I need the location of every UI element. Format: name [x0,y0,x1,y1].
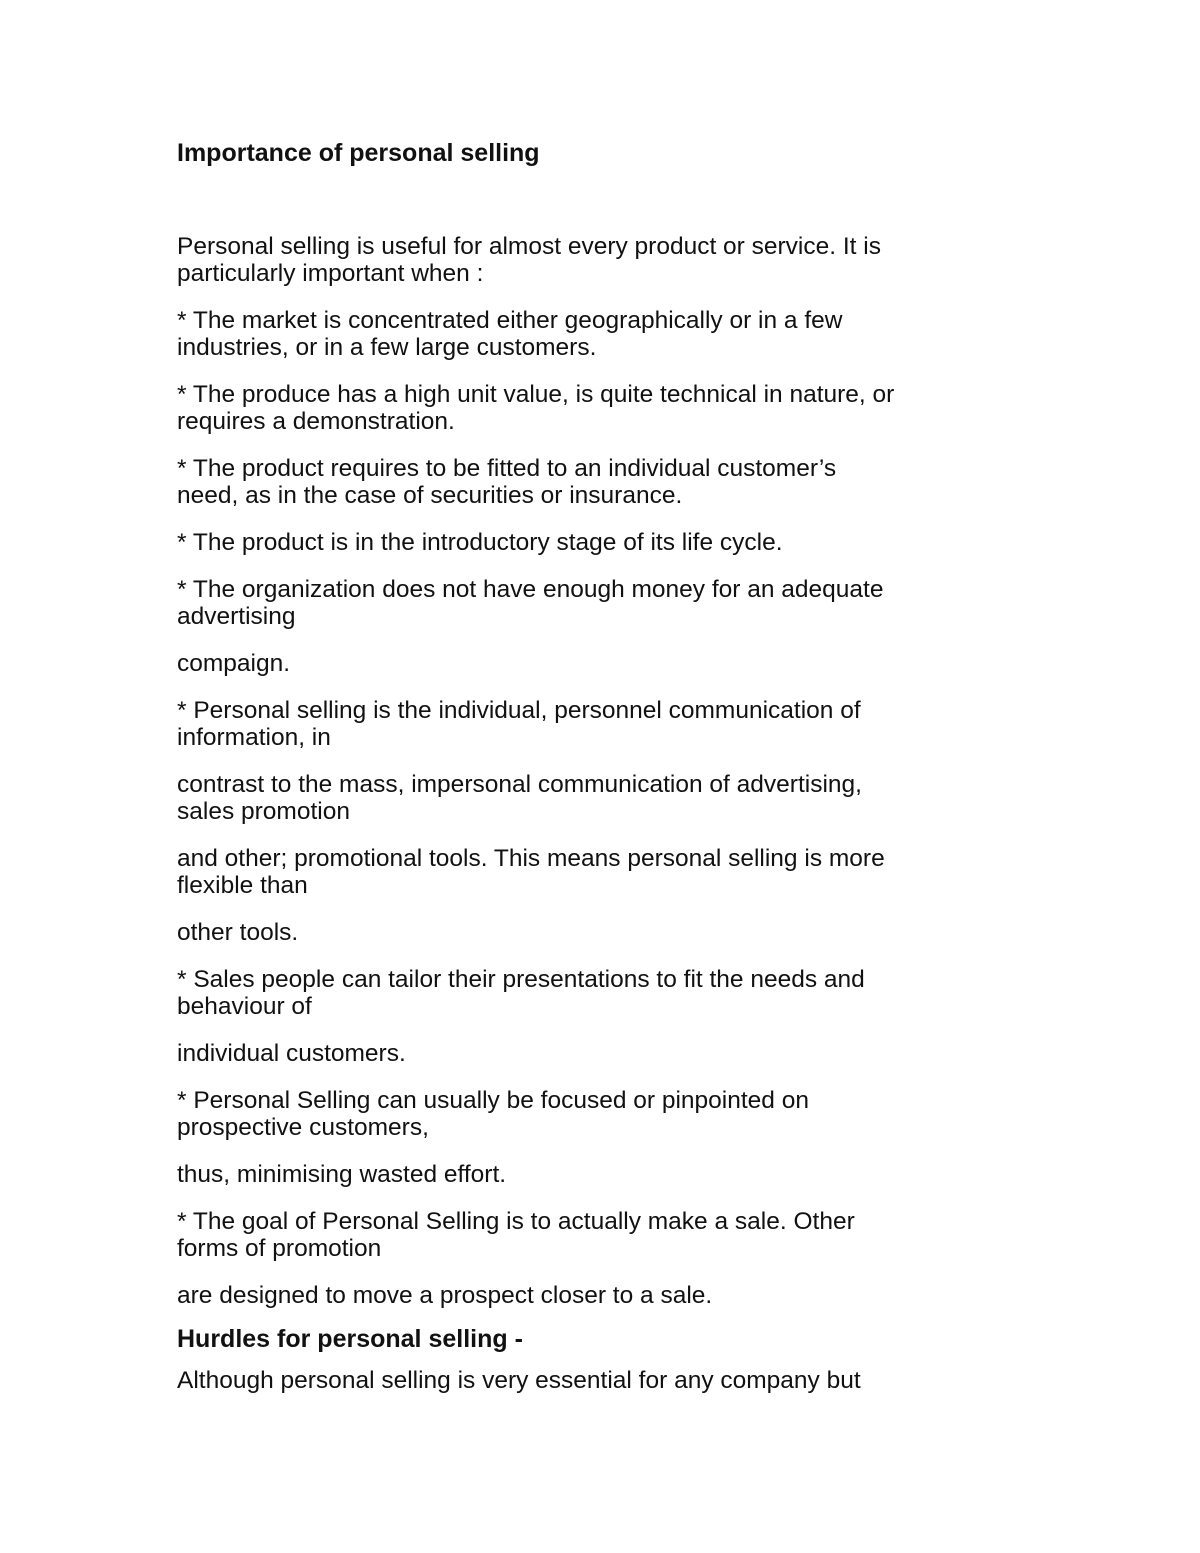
paragraph [177,1161,1037,1188]
section-heading: Hurdles for personal selling - [177,1325,523,1353]
text-line: information, in [177,724,331,751]
text-line: * Personal selling is the individual, personnel communication of [177,697,861,724]
paragraph [177,650,1037,677]
paragraph [177,919,1037,946]
text-line: particularly important when : [177,260,484,287]
text-line: requires a demonstration. [177,408,455,435]
text-line: Personal selling is useful for almost every product or service. It is [177,233,881,260]
paragraph [177,455,1037,509]
text-line: * The organization does not have enough money for an adequate [177,576,884,603]
text-line: sales promotion [177,798,350,825]
paragraph [177,576,1037,630]
intro-paragraph [177,233,1037,287]
text-line: * The produce has a high unit value, is quite technical in nature, or [177,381,895,408]
text-line: * The product requires to be fitted to an individual customer’s [177,455,837,482]
text-line: other tools. [177,919,299,946]
paragraph [177,845,1037,899]
text-line: compaign. [177,650,291,677]
document-body [177,135,1037,1394]
text-line: thus, minimising wasted effort. [177,1161,507,1188]
paragraph [177,1087,1037,1141]
paragraph [177,1208,1037,1262]
text-line: * Personal Selling can usually be focused or pinpointed on [177,1087,809,1114]
text-line: and other; promotional tools. This means personal selling is more [177,845,885,872]
text-line: * The product is in the introductory stage of its life cycle. [177,529,783,556]
paragraph [177,697,1037,751]
text-line: need, as in the case of securities or insurance. [177,482,683,509]
text-line: contrast to the mass, impersonal communication of advertising, [177,771,862,798]
text-line: * The market is concentrated either geographically or in a few [177,307,843,334]
text-line: are designed to move a prospect closer to a sale. [177,1282,713,1309]
paragraph [177,381,1037,435]
text-line: * The goal of Personal Selling is to actually make a sale. Other [177,1208,855,1235]
paragraph [177,307,1037,361]
paragraph [177,771,1037,825]
text-line: behaviour of [177,993,312,1020]
text-line: prospective customers, [177,1114,429,1141]
text-line: individual customers. [177,1040,406,1067]
paragraph [177,1040,1037,1067]
paragraph [177,1282,1037,1309]
text-line: advertising [177,603,296,630]
text-line: flexible than [177,872,308,899]
paragraph [177,529,1037,556]
page-title: Importance of personal selling [177,139,540,167]
text-line: Although personal selling is very essential for any company but [177,1367,861,1394]
text-line: forms of promotion [177,1235,382,1262]
text-line: industries, or in a few large customers. [177,334,597,361]
paragraph [177,966,1037,1020]
text-line: * Sales people can tailor their presentations to fit the needs and [177,966,865,993]
closing-paragraph [177,1367,1037,1394]
